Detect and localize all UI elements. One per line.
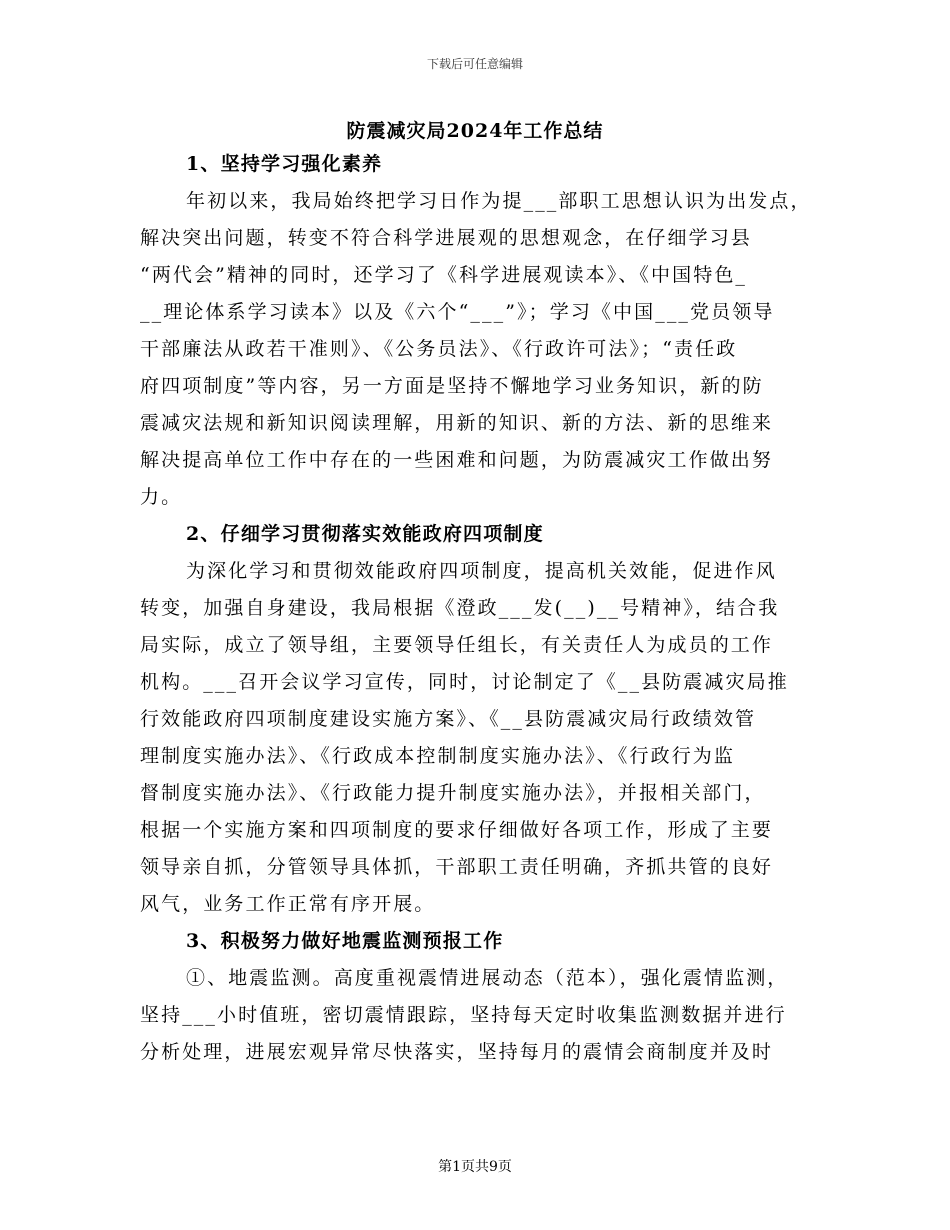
paragraph-line: __理论体系学习读本》以及《六个“___”》；学习《中国___党员领导: [140, 301, 775, 323]
paragraph-line: 为深化学习和贯彻效能政府四项制度，提高机关效能，促进作风: [186, 560, 777, 582]
section-heading: 2、仔细学习贯彻落实效能政府四项制度: [186, 523, 544, 545]
paragraph-line: 理制度实施办法》、《行政成本控制制度实施办法》、《行政行为监: [140, 745, 736, 767]
paragraph-line: 督制度实施办法》、《行政能力提升制度实施办法》，并报相关部门，: [140, 782, 766, 804]
paragraph-line: ①、地震监测。高度重视震情进展动态（范本），强化震情监测，: [186, 967, 789, 989]
paragraph-line: 机构。___召开会议学习宣传，同时，讨论制定了《__县防震减灾局推: [140, 671, 789, 693]
paragraph-line: 干部廉法从政若干准则》、《公务员法》、《行政许可法》；“责任政: [140, 338, 738, 360]
section-heading: 1、坚持学习强化素养: [186, 153, 383, 175]
paragraph-line: “两代会”精神的同时，还学习了《科学进展观读本》、《中国特色_: [140, 264, 748, 286]
paragraph-line: 风气，业务工作正常有序开展。: [140, 893, 436, 915]
paragraph-line: 解决突出问题，转变不符合科学进展观的思想观念，在仔细学习县: [140, 227, 752, 249]
paragraph-line: 力。: [140, 486, 183, 508]
paragraph-line: 年初以来，我局始终把学习日作为提___部职工思想认识为出发点，: [186, 190, 812, 212]
paragraph-line: 转变，加强自身建设，我局根据《澄政___发(__)__号精神》，结合我: [140, 597, 780, 619]
header-note: 下载后可任意编辑: [426, 57, 523, 71]
paragraph-line: 府四项制度”等内容，另一方面是坚持不懈地学习业务知识，新的防: [140, 375, 764, 397]
section-heading: 3、积极努力做好地震监测预报工作: [186, 930, 504, 952]
paragraph-line: 分析处理，进展宏观异常尽快落实，坚持每月的震情会商制度并及时: [140, 1041, 774, 1063]
paragraph-line: 局实际，成立了领导组，主要领导任组长，有关责任人为成员的工作: [140, 634, 774, 656]
paragraph-line: 根据一个实施方案和四项制度的要求仔细做好各项工作，形成了主要: [140, 819, 774, 841]
document-body: [140, 146, 830, 1071]
page-footer: 第1页共9页: [438, 1159, 512, 1175]
paragraph-line: 震减灾法规和新知识阅读理解，用新的知识、新的方法、新的思维来: [140, 412, 774, 434]
paragraph-line: 坚持___小时值班，密切震情跟踪，坚持每天定时收集监测数据并进行: [140, 1004, 787, 1026]
paragraph-line: 领导亲自抓，分管领导具体抓，干部职工责任明确，齐抓共管的良好: [140, 856, 774, 878]
paragraph-line: 行效能政府四项制度建设实施方案》、《__县防震减灾局行政绩效管: [140, 708, 757, 730]
document-title: 防震减灾局2024年工作总结: [346, 120, 604, 142]
paragraph-line: 解决提高单位工作中存在的一些困难和问题，为防震减灾工作做出努: [140, 449, 774, 471]
